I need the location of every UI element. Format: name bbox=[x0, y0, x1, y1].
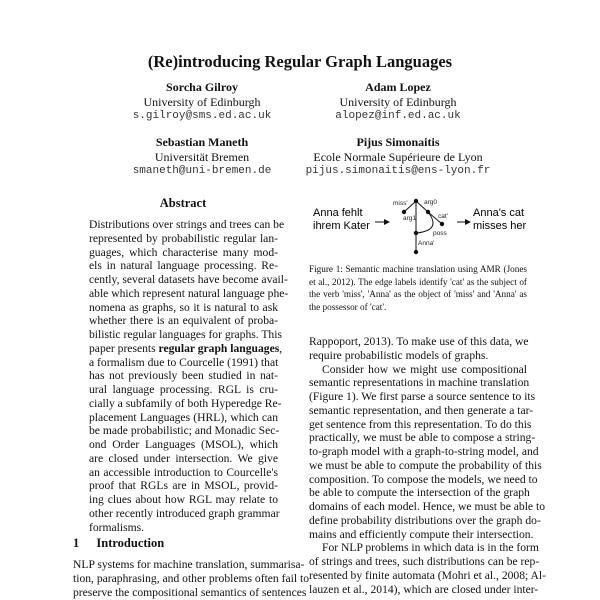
text-line: the verb 'miss', 'Anna' as the object of 'miss' and 'Anna' as bbox=[309, 289, 527, 300]
paragraph bbox=[89, 218, 289, 534]
text-line: For NLP problems in which data is in the form bbox=[322, 541, 539, 555]
bold-term: regular graph languages bbox=[158, 341, 280, 355]
text-line: (Figure 1). We first parse a source sentence to its bbox=[309, 390, 536, 403]
text-segment: , bbox=[279, 341, 283, 355]
author-affiliation: Universität Bremen bbox=[154, 149, 250, 164]
source-sentence-line: ihrem Kater bbox=[313, 220, 370, 232]
text-line: et al., 2012). The edge labels identify 'cat' as the subject of bbox=[309, 276, 527, 287]
paragraph bbox=[309, 263, 527, 313]
edge-label: arg1 bbox=[403, 215, 417, 222]
text-line: require probabilistic models of graphs. bbox=[309, 348, 489, 362]
edge-label: arg0 bbox=[424, 199, 438, 206]
text-line: nomena as graphs, so it is natural to ask bbox=[89, 300, 278, 314]
graph-node bbox=[440, 222, 444, 226]
text-line: placement Languages (HRL), which can bbox=[89, 410, 278, 424]
author-name: Pijus Simonaitis bbox=[356, 135, 440, 149]
author-block bbox=[258, 135, 538, 179]
text-line: an accessible introduction to Courcelle's bbox=[89, 465, 278, 479]
source-sentence-line: Anna fehlt bbox=[313, 207, 363, 219]
text-line: semantic representations in machine translation bbox=[309, 376, 530, 390]
text-line: has not previously been studied in nat- bbox=[89, 369, 278, 383]
text-line: guages, which characterise many mod- bbox=[89, 245, 278, 259]
target-sentence-line: misses her bbox=[473, 220, 527, 232]
text-line: practically, we must be able to compose a string- bbox=[309, 431, 536, 445]
text-line bbox=[89, 341, 283, 356]
author-name: Sorcha Gilroy bbox=[166, 80, 238, 94]
node-label: cat' bbox=[438, 213, 448, 220]
author-block bbox=[278, 80, 518, 124]
edge-label: poss bbox=[433, 230, 447, 237]
graph-node bbox=[426, 210, 430, 214]
text-line: ond Order Languages (MSOL), which bbox=[89, 438, 278, 451]
graph-node bbox=[402, 210, 406, 214]
text-segment: paper presents bbox=[89, 341, 159, 355]
text-line: other recently introduced graph grammar bbox=[89, 506, 280, 520]
author-affiliation: University of Edinburgh bbox=[339, 94, 457, 109]
author-affiliation: Ecole Normale Supérieure de Lyon bbox=[313, 149, 483, 164]
text-line: Consider how we might use compositional bbox=[322, 362, 527, 376]
text-line: the possessor of 'cat'. bbox=[309, 301, 387, 312]
author-name: Adam Lopez bbox=[365, 80, 431, 94]
text-line: lauzen et al., 2014), which are closed under inter- bbox=[309, 582, 539, 596]
text-line: preserve the compositional semantics of sentences bbox=[73, 585, 307, 599]
node-label: Anna' bbox=[418, 240, 435, 247]
text-line: composition. To compose the models, we need to bbox=[309, 472, 538, 486]
graph-node bbox=[414, 250, 418, 254]
text-line: represented by probabilistic regular lan- bbox=[89, 231, 278, 245]
text-line: whether there is an equivalent of proba- bbox=[89, 314, 278, 328]
text-line: to-graph model with a graph-to-string model, and bbox=[309, 445, 539, 458]
graph-edge bbox=[417, 212, 433, 233]
graph-node bbox=[414, 231, 418, 235]
text-line: be able to compute the intersection of the graph bbox=[309, 486, 530, 500]
section-number: 1 bbox=[73, 536, 80, 550]
abstract-heading: Abstract bbox=[159, 196, 207, 210]
text-line: be made probabilistic; and Monadic Sec- bbox=[89, 424, 280, 438]
author-name: Sebastian Maneth bbox=[155, 135, 249, 149]
text-line: bilistic regular languages for graphs. This bbox=[89, 328, 282, 341]
author-email: smaneth@uni-bremen.de bbox=[132, 165, 272, 177]
text-line: Figure 1: Semantic machine translation using AMR (Jones bbox=[309, 264, 527, 274]
right-column-body bbox=[309, 335, 546, 596]
figure-1-caption bbox=[309, 263, 527, 313]
text-line: ing clues about how RGL may relate to bbox=[89, 493, 278, 506]
text-line: tion, paraphrasing, and other problems often fail to bbox=[73, 571, 309, 585]
author-email: alopez@inf.ed.ac.uk bbox=[335, 110, 461, 122]
text-line: domains of each model. Hence, we must be able to bbox=[309, 500, 545, 513]
text-line: get sentence from this representation. To do this bbox=[309, 417, 532, 431]
text-line: Distributions over strings and trees can be bbox=[89, 218, 285, 231]
paragraph bbox=[309, 362, 545, 542]
author-email: pijus.simonaitis@ens-lyon.fr bbox=[305, 165, 491, 177]
text-line: mains and efficiently compute their intersection. bbox=[309, 527, 534, 541]
figure-1-diagram bbox=[300, 190, 540, 260]
text-line: cially a subfamily of both Hyperedge Re- bbox=[89, 396, 282, 410]
section-heading bbox=[73, 536, 164, 551]
text-line: proof that RGLs are in MSOL, provid- bbox=[89, 479, 278, 493]
text-line: ural language processing. RGL is cru- bbox=[89, 383, 278, 396]
text-line: els in natural language processing. Re- bbox=[89, 259, 278, 273]
author-email: s.gilroy@sms.ed.ac.uk bbox=[132, 110, 272, 122]
introduction-body bbox=[73, 558, 309, 599]
target-sentence-line: Anna's cat bbox=[473, 207, 525, 219]
text-line: NLP systems for machine translation, summarisa- bbox=[73, 558, 305, 571]
text-line: define probability distributions over the graph do- bbox=[309, 513, 541, 527]
text-line: semantic representation, and then generate a tar- bbox=[309, 403, 534, 417]
author-affiliation: University of Edinburgh bbox=[143, 94, 261, 109]
paragraph bbox=[73, 558, 309, 599]
text-line: cently, several datasets have become avail- bbox=[89, 273, 288, 286]
text-line: of strings and trees, such distributions can be rep- bbox=[309, 555, 540, 568]
text-line: are closed under intersection. We give bbox=[89, 451, 278, 465]
text-line: resented by finite automata (Mohri et al., 2008; Al- bbox=[309, 568, 546, 582]
text-line: we must be able to compute the probability of this bbox=[309, 458, 542, 472]
paper-title: (Re)introducing Regular Graph Languages bbox=[147, 52, 453, 71]
paragraph bbox=[309, 541, 546, 596]
paragraph bbox=[309, 335, 527, 363]
node-label: miss' bbox=[393, 200, 408, 207]
graph-node bbox=[414, 199, 418, 203]
text-line: able which represent natural language phe- bbox=[89, 286, 289, 300]
section-title: Introduction bbox=[96, 536, 165, 550]
text-line: formalisms. bbox=[89, 520, 145, 534]
text-line: a formalism due to Courcelle (1991) that bbox=[89, 355, 279, 369]
text-line: Rappoport, 2013). To make use of this data, we bbox=[309, 335, 529, 348]
abstract-body bbox=[89, 218, 289, 534]
